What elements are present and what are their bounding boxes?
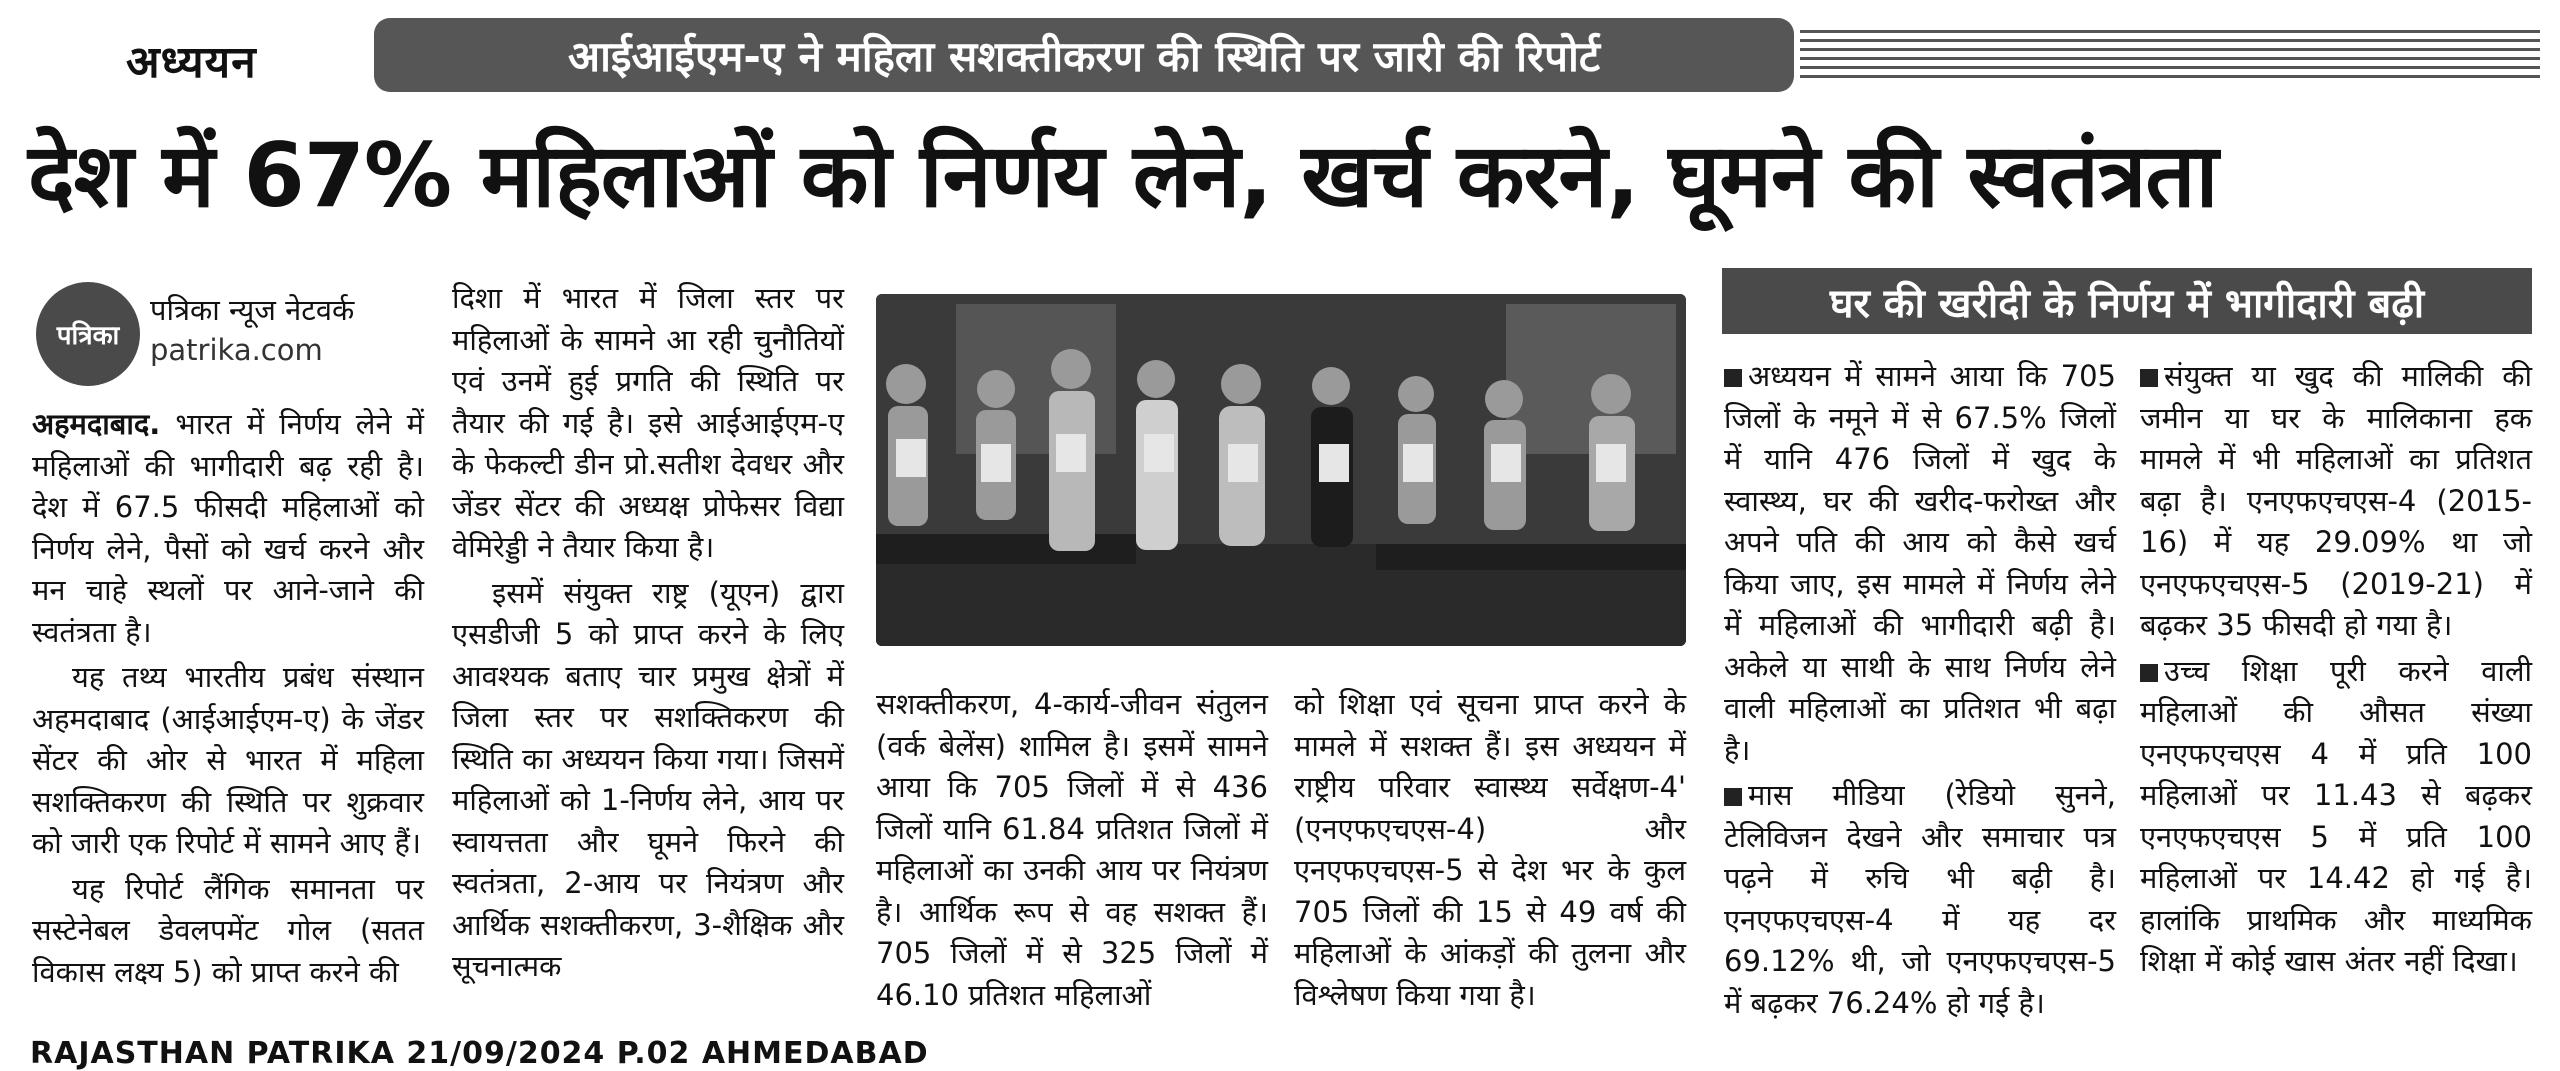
- bullet-square-icon: [2140, 369, 2158, 387]
- source-footer: RAJASTHAN PATRIKA 21/09/2024 P.02 AHMEDABAD: [30, 1036, 929, 1071]
- article-column-1: [32, 404, 424, 997]
- event-photo: [876, 294, 1686, 646]
- sidebar-point: मास मीडिया (रेडियो सुनने, टेलिविजन देखने और समाचार पत्र पढ़ने में रुचि भी बढ़ी है। एनएफएचएस-4 में यह दर 69.12% थी, जो एनएफएचएस-5 में बढ़कर 76.24% हो गई है।: [1724, 778, 2116, 1020]
- article-paragraph: यह तथ्य भारतीय प्रबंध संस्थान अहमदाबाद (आईआईएम-ए) के जेंडर सेंटर की ओर से भारत में महिला सशक्तिकरण की स्थिति पर शुक्रवार को जारी एक रिपोर्ट में सामने आए हैं।: [32, 660, 424, 860]
- article-paragraph: को शिक्षा एवं सूचना प्राप्त करने के मामले में सशक्त हैं। इस अध्ययन में राष्ट्रीय परिवार स्वास्थ्य सर्वेक्षण-4' (एनएफएचएस-4) और एनएफएचएस-5 से देश भर के कुल 705 जिलों की 15 से 49 वर्ष की महिलाओं के आंकड़ों की तुलना और विश्लेषण किया गया है।: [1294, 687, 1686, 1012]
- sidebar-point: अध्ययन में सामने आया कि 705 जिलों के नमूने में से 67.5% जिलों में यानि 476 जिलों में खुद के स्वास्थ्य, घर की खरीद-फरोख्त और अपने पति की आय को कैसे खर्च किया जाए, इस मामले में निर्णय लेने में महिलाओं की भागीदारी बढ़ी है। अकेले या साथी के साथ निर्णय लेने वाली महिलाओं का प्रतिशत भी बढ़ा है।: [1724, 359, 2116, 767]
- article-paragraph: सशक्तीकरण, 4-कार्य-जीवन संतुलन (वर्क बेलेंस) शामिल है। इसमें सामने आया कि 705 जिलों में से 436 जिलों यानि 61.84 प्रतिशत जिलों में महिलाओं का उनकी आय पर नियंत्रण है। आर्थिक रूप से वह सशक्त हैं। 705 जिलों में से 325 जिलों में 46.10 प्रतिशत महिलाओं: [876, 687, 1268, 1012]
- bullet-square-icon: [1724, 369, 1742, 387]
- article-paragraph: इसमें संयुक्त राष्ट्र (यूएन) द्वारा एसडीजी 5 को प्राप्त करने के लिए आवश्यक बताए चार प्रमुख क्षेत्रों में जिला स्तर पर सशक्तिकरण की स्थिति का अध्ययन किया गया। जिसमें महिलाओं को 1-निर्णय लेने, आय पर स्वायत्तता और घूमने फिरने की स्वतंत्रता, 2-आय पर नियंत्रण और आर्थिक सशक्तीकरण, 3-शैक्षिक और सूचनात्मक: [452, 575, 844, 983]
- byline-network: पत्रिका न्यूज नेटवर्क: [150, 293, 355, 327]
- topic-banner: आईआईएम-ए ने महिला सशक्तीकरण की स्थिति पर जारी की रिपोर्ट: [374, 18, 1794, 92]
- bullet-square-icon: [1724, 788, 1742, 806]
- banner-rule-lines: [1800, 30, 2540, 80]
- sidebar-column-b: [2140, 356, 2532, 987]
- report-release-photo-illustration: [876, 294, 1686, 646]
- article-column-4: [1294, 684, 1686, 1020]
- sidebar-column-a: [1724, 356, 2116, 1028]
- dateline: अहमदाबाद.: [32, 407, 161, 441]
- article-paragraph: अहमदाबाद. भारत में निर्णय लेने में महिलाओं की भागीदारी बढ़ रही है। देश में 67.5 फीसदी महिलाओं को निर्णय लेने, पैसों को खर्च करने और मन चाहे स्थलों पर आने-जाने की स्वतंत्रता है।: [32, 407, 425, 649]
- bullet-square-icon: [2140, 664, 2158, 682]
- patrika-logo-badge: पत्रिका: [36, 282, 140, 386]
- sidebar-title: घर की खरीदी के निर्णय में भागीदारी बढ़ी: [1722, 268, 2532, 334]
- article-column-3: [876, 684, 1268, 1020]
- section-kicker: अध्ययन: [126, 37, 257, 88]
- article-paragraph: यह रिपोर्ट लैंगिक समानता पर सस्टेनेबल डेवलपमेंट गोल (सतत विकास लक्ष्य 5) को प्राप्त करने की: [32, 871, 424, 989]
- article-column-2: [452, 278, 844, 992]
- sidebar-point: उच्च शिक्षा पूरी करने वाली महिलाओं की औसत संख्या एनएफएचएस 4 में प्रति 100 महिलाओं पर 11.43 से बढ़कर एनएफएचएस 5 में प्रति 100 महिलाओं पर 14.42 हो गई है। हालांकि प्राथमिक और माध्यमिक शिक्षा में कोई खास अंतर नहीं दिखा।: [2140, 653, 2532, 978]
- headline: देश में 67% महिलाओं को निर्णय लेने, खर्च करने, घूमने की स्वतंत्रता: [28, 124, 2218, 227]
- sidebar-point: संयुक्त या खुद की मालिकी की जमीन या घर के मालिकाना हक मामले में भी महिलाओं का प्रतिशत बढ़ा है। एनएफएचएस-4 (2015-16) में यह 29.09% था जो एनएफएचएस-5 (2019-21) में बढ़कर 35 फीसदी हो गया है।: [2140, 359, 2532, 642]
- byline-site: patrika.com: [150, 333, 323, 367]
- article-paragraph: दिशा में भारत में जिला स्तर पर महिलाओं के सामने आ रही चुनौतियों एवं उनमें हुई प्रगति की स्थिति पर तैयार की गई है। इसे आईआईएम-ए के फेकल्टी डीन प्रो.सतीश देवधर और जेंडर सेंटर की अध्यक्ष प्रोफेसर विद्या वेमिरेड्डी ने तैयार किया है।: [452, 281, 844, 564]
